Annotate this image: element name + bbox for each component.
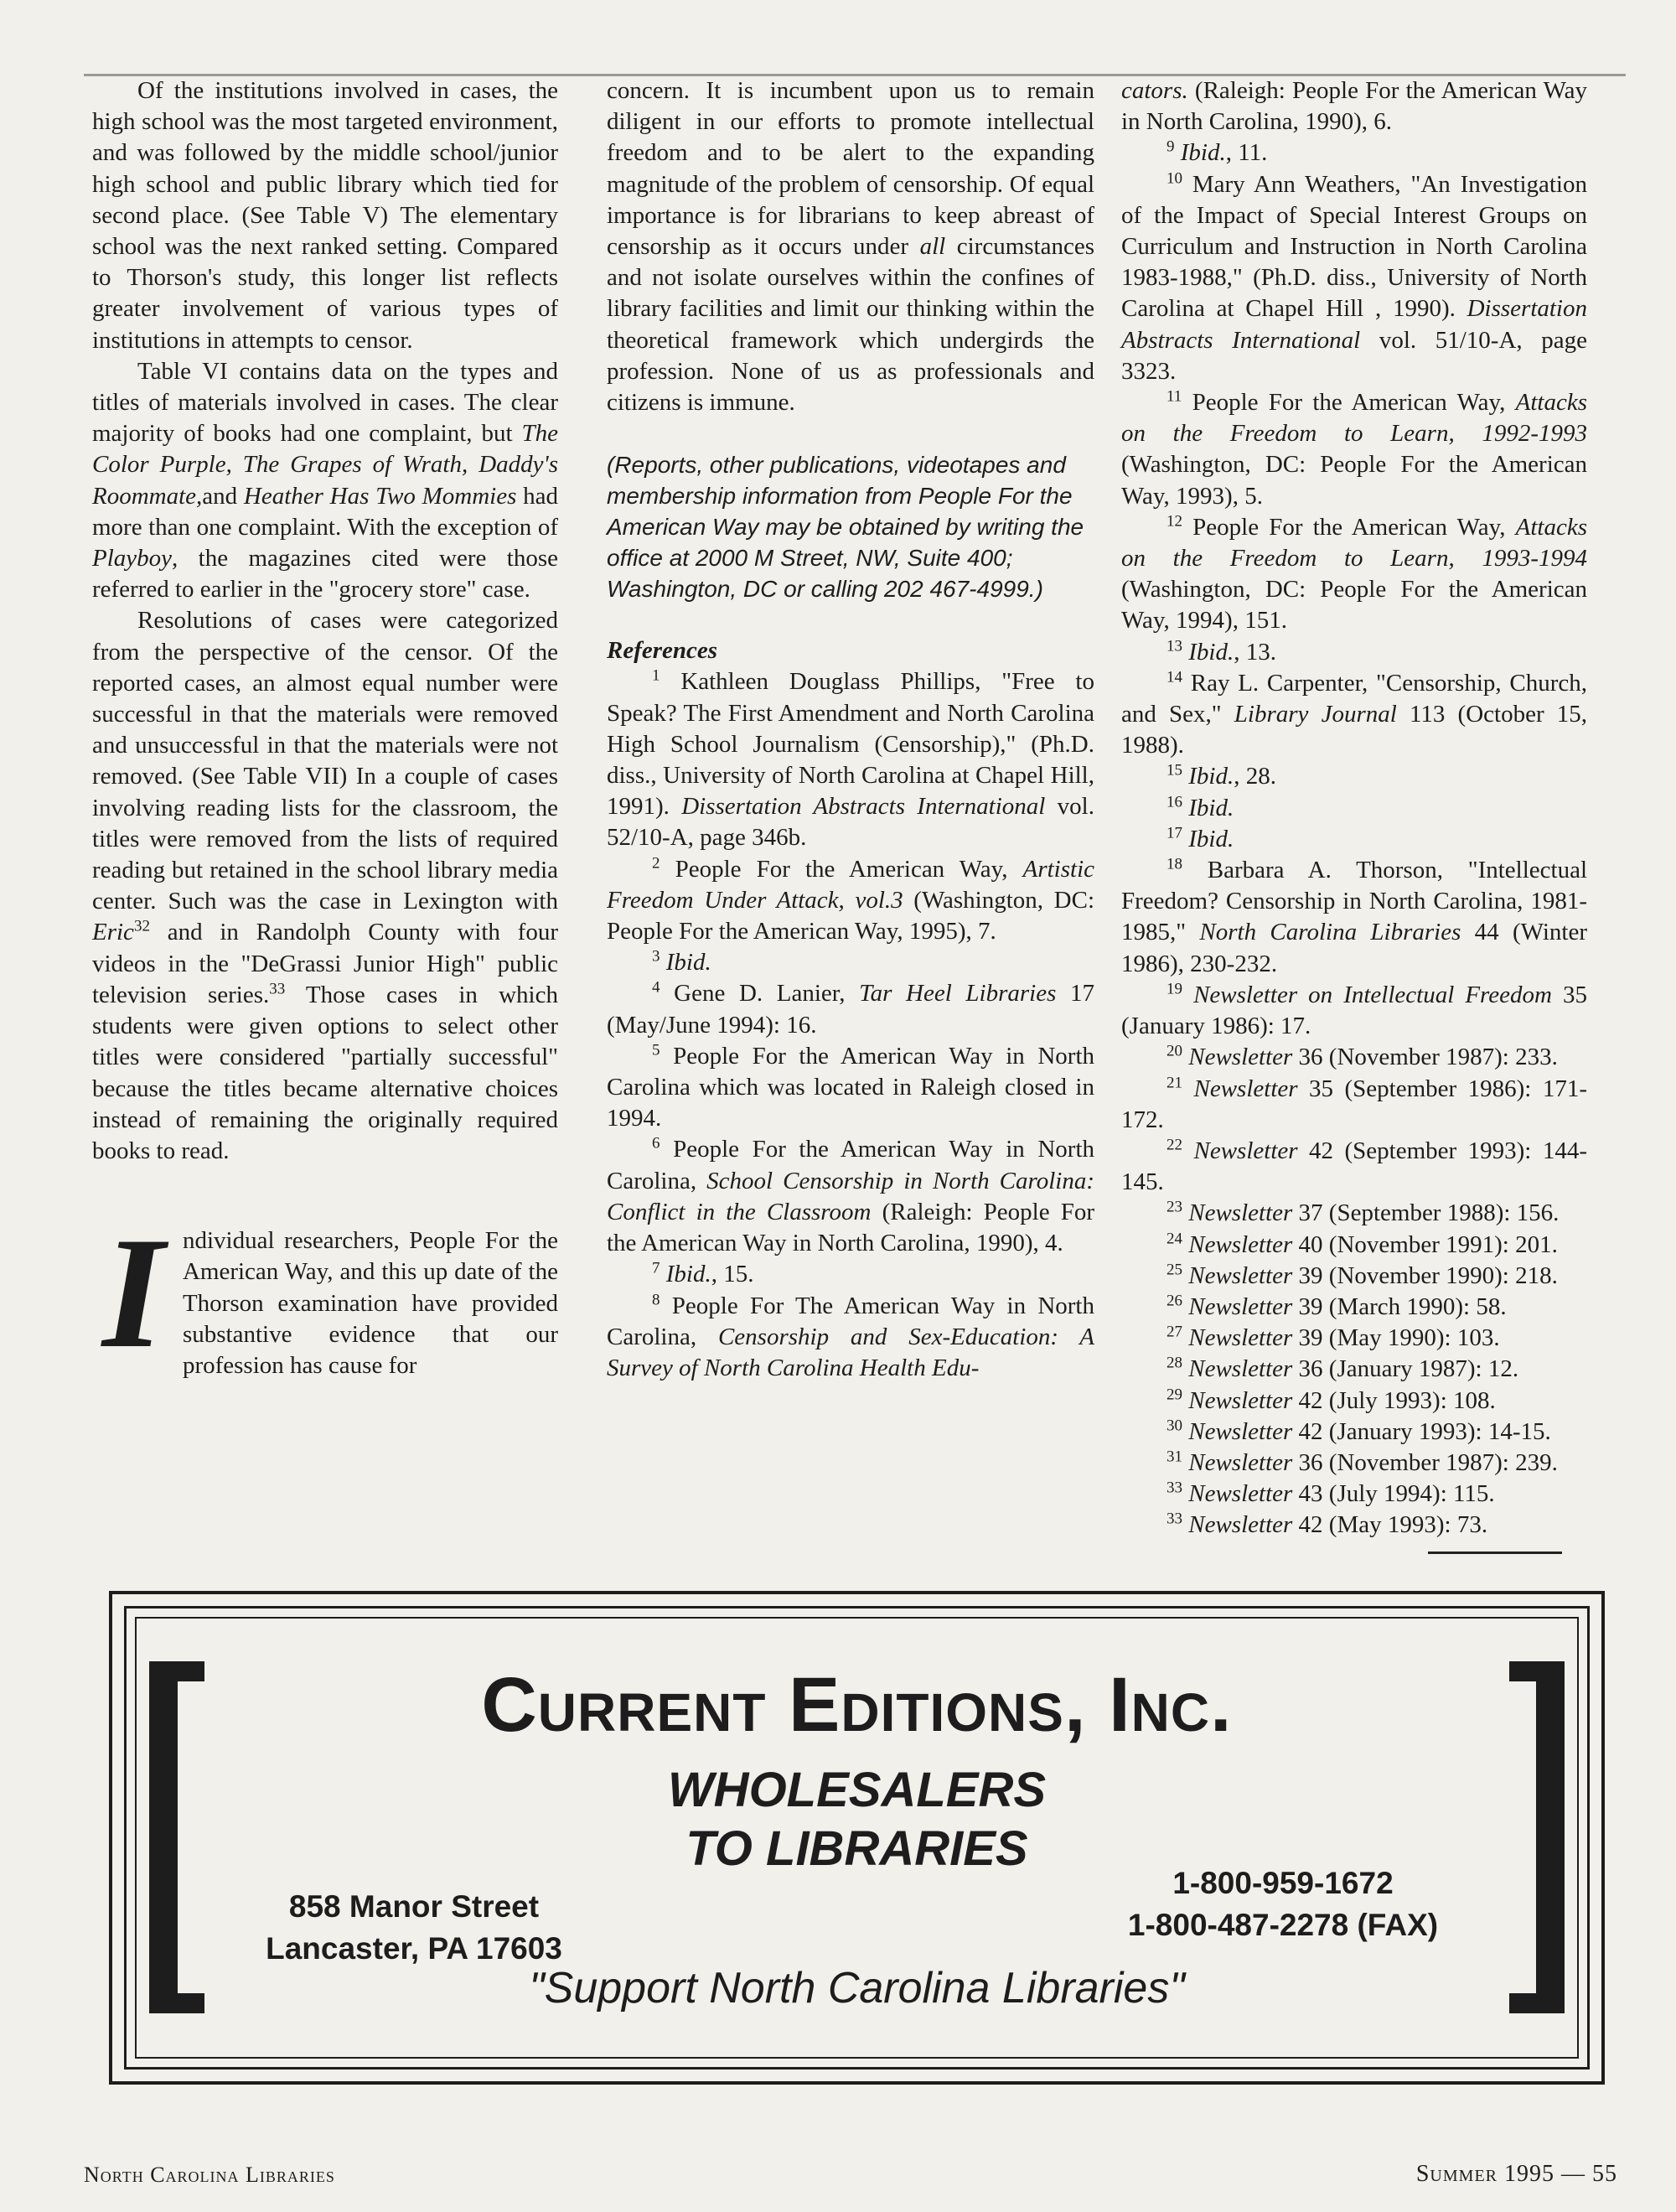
reference: $^{17}$ Ibid. bbox=[1166, 824, 1234, 852]
reference: $^{20}$ Newsletter 36 (November 1987): 233. bbox=[1166, 1042, 1558, 1071]
advertisement bbox=[109, 1591, 1605, 2085]
reference: $^{15}$ Ibid., 28. bbox=[1166, 761, 1276, 790]
reference: $^{21}$ Newsletter 35 (September 1986): 171-172. bbox=[1121, 1073, 1587, 1133]
ad-phone: 1-800-959-1672 bbox=[1172, 1866, 1394, 1900]
reference: $^2$ People For the American Way, Artistic Freedom Under Attack, vol.3 (Washington, DC: People For the American Way, 1995), 7. bbox=[607, 854, 1095, 945]
end-rule bbox=[1428, 1552, 1562, 1554]
reference: $^{33}$ Newsletter 43 (July 1994): 115. bbox=[1166, 1479, 1495, 1508]
ad-city: Lancaster, PA 17603 bbox=[266, 1931, 562, 1966]
reference: $^3$ Ibid. bbox=[652, 947, 711, 976]
footer-publication: North Carolina Libraries bbox=[84, 2163, 335, 2187]
reference: $^{33}$ Newsletter 42 (May 1993): 73. bbox=[1166, 1510, 1488, 1539]
ad-street: 858 Manor Street bbox=[288, 1889, 540, 1924]
reference: $^{29}$ Newsletter 42 (July 1993): 108. bbox=[1166, 1385, 1496, 1414]
reference: $^{23}$ Newsletter 37 (September 1988): 156. bbox=[1166, 1198, 1560, 1227]
drop-cap: I bbox=[102, 1205, 164, 1382]
column-1 bbox=[92, 75, 558, 1381]
reference: $^{24}$ Newsletter 40 (November 1991): 201. bbox=[1166, 1229, 1558, 1258]
column-3 bbox=[1121, 75, 1587, 1554]
footer-page-number: Summer 1995 — 55 bbox=[1415, 2161, 1617, 2187]
ad-slogan: "Support North Carolina Libraries" bbox=[529, 1964, 1185, 2013]
references-heading: References bbox=[607, 637, 718, 665]
editor-note: (Reports, other publications, videotapes and membership information from People For the American Way may be obtained by writing the office at 2000 M Street, NW, Suite 400; Washington, DC or calling 202 467-4999.) bbox=[607, 452, 1084, 603]
paragraph-dropcap: Individual researchers, People For the American Way, and this up date of the Thorson examination have provided substantive evidence that our profession has cause for bbox=[102, 1205, 558, 1382]
reference: $^8$ People For The American Way in North Carolina, Censorship and Sex-Education: A Survey of North Carolina Health Edu- bbox=[607, 1290, 1094, 1381]
reference: $^{13}$ Ibid., 13. bbox=[1166, 637, 1276, 666]
paragraph: concern. It is incumbent upon us to remain diligent in our efforts to promote intellectual freedom and to be alert to the expanding magnitude of the problem of censorship. Of equal importance is for librarians to keep abreast of censorship as it occurs under all circumstances and not isolate ourselves within the confines of library facilities and limit our thinking within the theoretical framework which undergirds the profession. None of us as professionals and citizens is immune. bbox=[607, 77, 1094, 417]
reference: $^{10}$ Mary Ann Weathers, "An Investigation of the Impact of Special Interest Groups on Curriculum and Instruction in North Carolina 1983-1988," (Ph.D. diss., University of North Carolina at Chapel Hill , 1990). Dissertation Abstracts International vol. 51/10-A, page 3323. bbox=[1121, 168, 1587, 385]
reference: $^{19}$ Newsletter on Intellectual Freedom 35 (January 1986): 17. bbox=[1121, 980, 1588, 1040]
column-2 bbox=[607, 75, 1094, 1384]
reference: $^{12}$ People For the American Way, Attacks on the Freedom to Learn, 1993-1994 (Washington, DC: People For the American Way, 1994), 151. bbox=[1121, 512, 1587, 635]
reference: $^{31}$ Newsletter 36 (November 1987): 239. bbox=[1166, 1448, 1558, 1476]
reference: $^5$ People For the American Way in North Carolina which was located in Raleigh closed in 1994. bbox=[607, 1041, 1094, 1132]
reference: $^{26}$ Newsletter 39 (March 1990): 58. bbox=[1166, 1292, 1507, 1320]
reference: $^{30}$ Newsletter 42 (January 1993): 14-15. bbox=[1166, 1417, 1551, 1445]
reference: $^{18}$ Barbara A. Thorson, "Intellectual Freedom? Censorship in North Carolina, 1981-1985," North Carolina Libraries 44 (Winter 1986), 230-232. bbox=[1121, 855, 1587, 977]
reference: $^{22}$ Newsletter 42 (September 1993): 144-145. bbox=[1121, 1136, 1587, 1196]
reference: $^{25}$ Newsletter 39 (November 1990): 218. bbox=[1166, 1261, 1558, 1289]
ad-tagline-1: WHOLESALERS bbox=[667, 1763, 1047, 1817]
paragraph: Resolutions of cases were categorized from the perspective of the censor. Of the reported cases, an almost equal number were successful in that the materials were removed and unsuccessful in that the materials were not removed. (See Table VII) In a couple of cases involving reading lists for the classroom, the titles were removed from the lists of required reading but retained in the school library media center. Such was the case in Lexington with Eric$^{32}$ and in Randolph County with four videos in the "DeGrassi Junior High" public television series.$^{33}$ Those cases in which students were given options to select other titles were considered "partially successful" because the titles became alternative choices instead of remaining the originally required books to read. bbox=[92, 607, 558, 1164]
reference: $^{11}$ People For the American Way, Attacks on the Freedom to Learn, 1992-1993 (Washington, DC: People For the American Way, 1993), 5. bbox=[1121, 387, 1587, 510]
ad-company-name: Current Editions, Inc. bbox=[481, 1662, 1233, 1748]
reference: $^9$ Ibid., 11. bbox=[1166, 137, 1268, 167]
ad-fax: 1-800-487-2278 (FAX) bbox=[1127, 1908, 1439, 1942]
reference: $^6$ People For the American Way in North Carolina, School Censorship in North Carolina: Conflict in the Classroom (Raleigh: People For the American Way in North Carolina, 1990), 4. bbox=[607, 1134, 1095, 1257]
reference: $^{27}$ Newsletter 39 (May 1990): 103. bbox=[1166, 1323, 1500, 1352]
reference: $^4$ Gene D. Lanier, Tar Heel Libraries 17 (May/June 1994): 16. bbox=[607, 978, 1095, 1039]
reference: $^{16}$ Ibid. bbox=[1166, 793, 1234, 821]
reference: $^{28}$ Newsletter 36 (January 1987): 12. bbox=[1166, 1354, 1519, 1383]
reference: $^1$ Kathleen Douglass Phillips, "Free to Speak? The First Amendment and North Carolina High School Journalism (Censorship)," (Ph.D. diss., University of North Carolina at Chapel Hill, 1991). Dissertation Abstracts International vol. 52/10-A, page 346b. bbox=[607, 666, 1094, 852]
ad-address bbox=[238, 1886, 590, 1970]
reference-continued: cators. (Raleigh: People For the American Way in North Carolina, 1990), 6. bbox=[1121, 77, 1587, 136]
ad-tagline-2: TO LIBRARIES bbox=[685, 1821, 1028, 1876]
reference: $^7$ Ibid., 15. bbox=[652, 1259, 754, 1288]
reference: $^{14}$ Ray L. Carpenter, "Censorship, Church, and Sex," Library Journal 113 (October 15, 1988). bbox=[1121, 668, 1588, 759]
paragraph: Of the institutions involved in cases, the high school was the most targeted environment, and was followed by the middle school/junior high school and public library which tied for second place. (See Table V) The elementary school was the next ranked setting. Compared to Thorson's study, this longer list reflects greater involvement of various types of institutions in attempts to censor. bbox=[92, 77, 558, 354]
ad-phones bbox=[1090, 1862, 1476, 1946]
paragraph: Table VI contains data on the types and titles of materials involved in cases. The clear majority of books had one complaint, but The Color Purple, The Grapes of Wrath, Daddy's Roommate,and Heather Has Two Mommies had more than one complaint. With the exception of Playboy, the magazines cited were those referred to earlier in the "grocery store" case. bbox=[92, 357, 559, 604]
